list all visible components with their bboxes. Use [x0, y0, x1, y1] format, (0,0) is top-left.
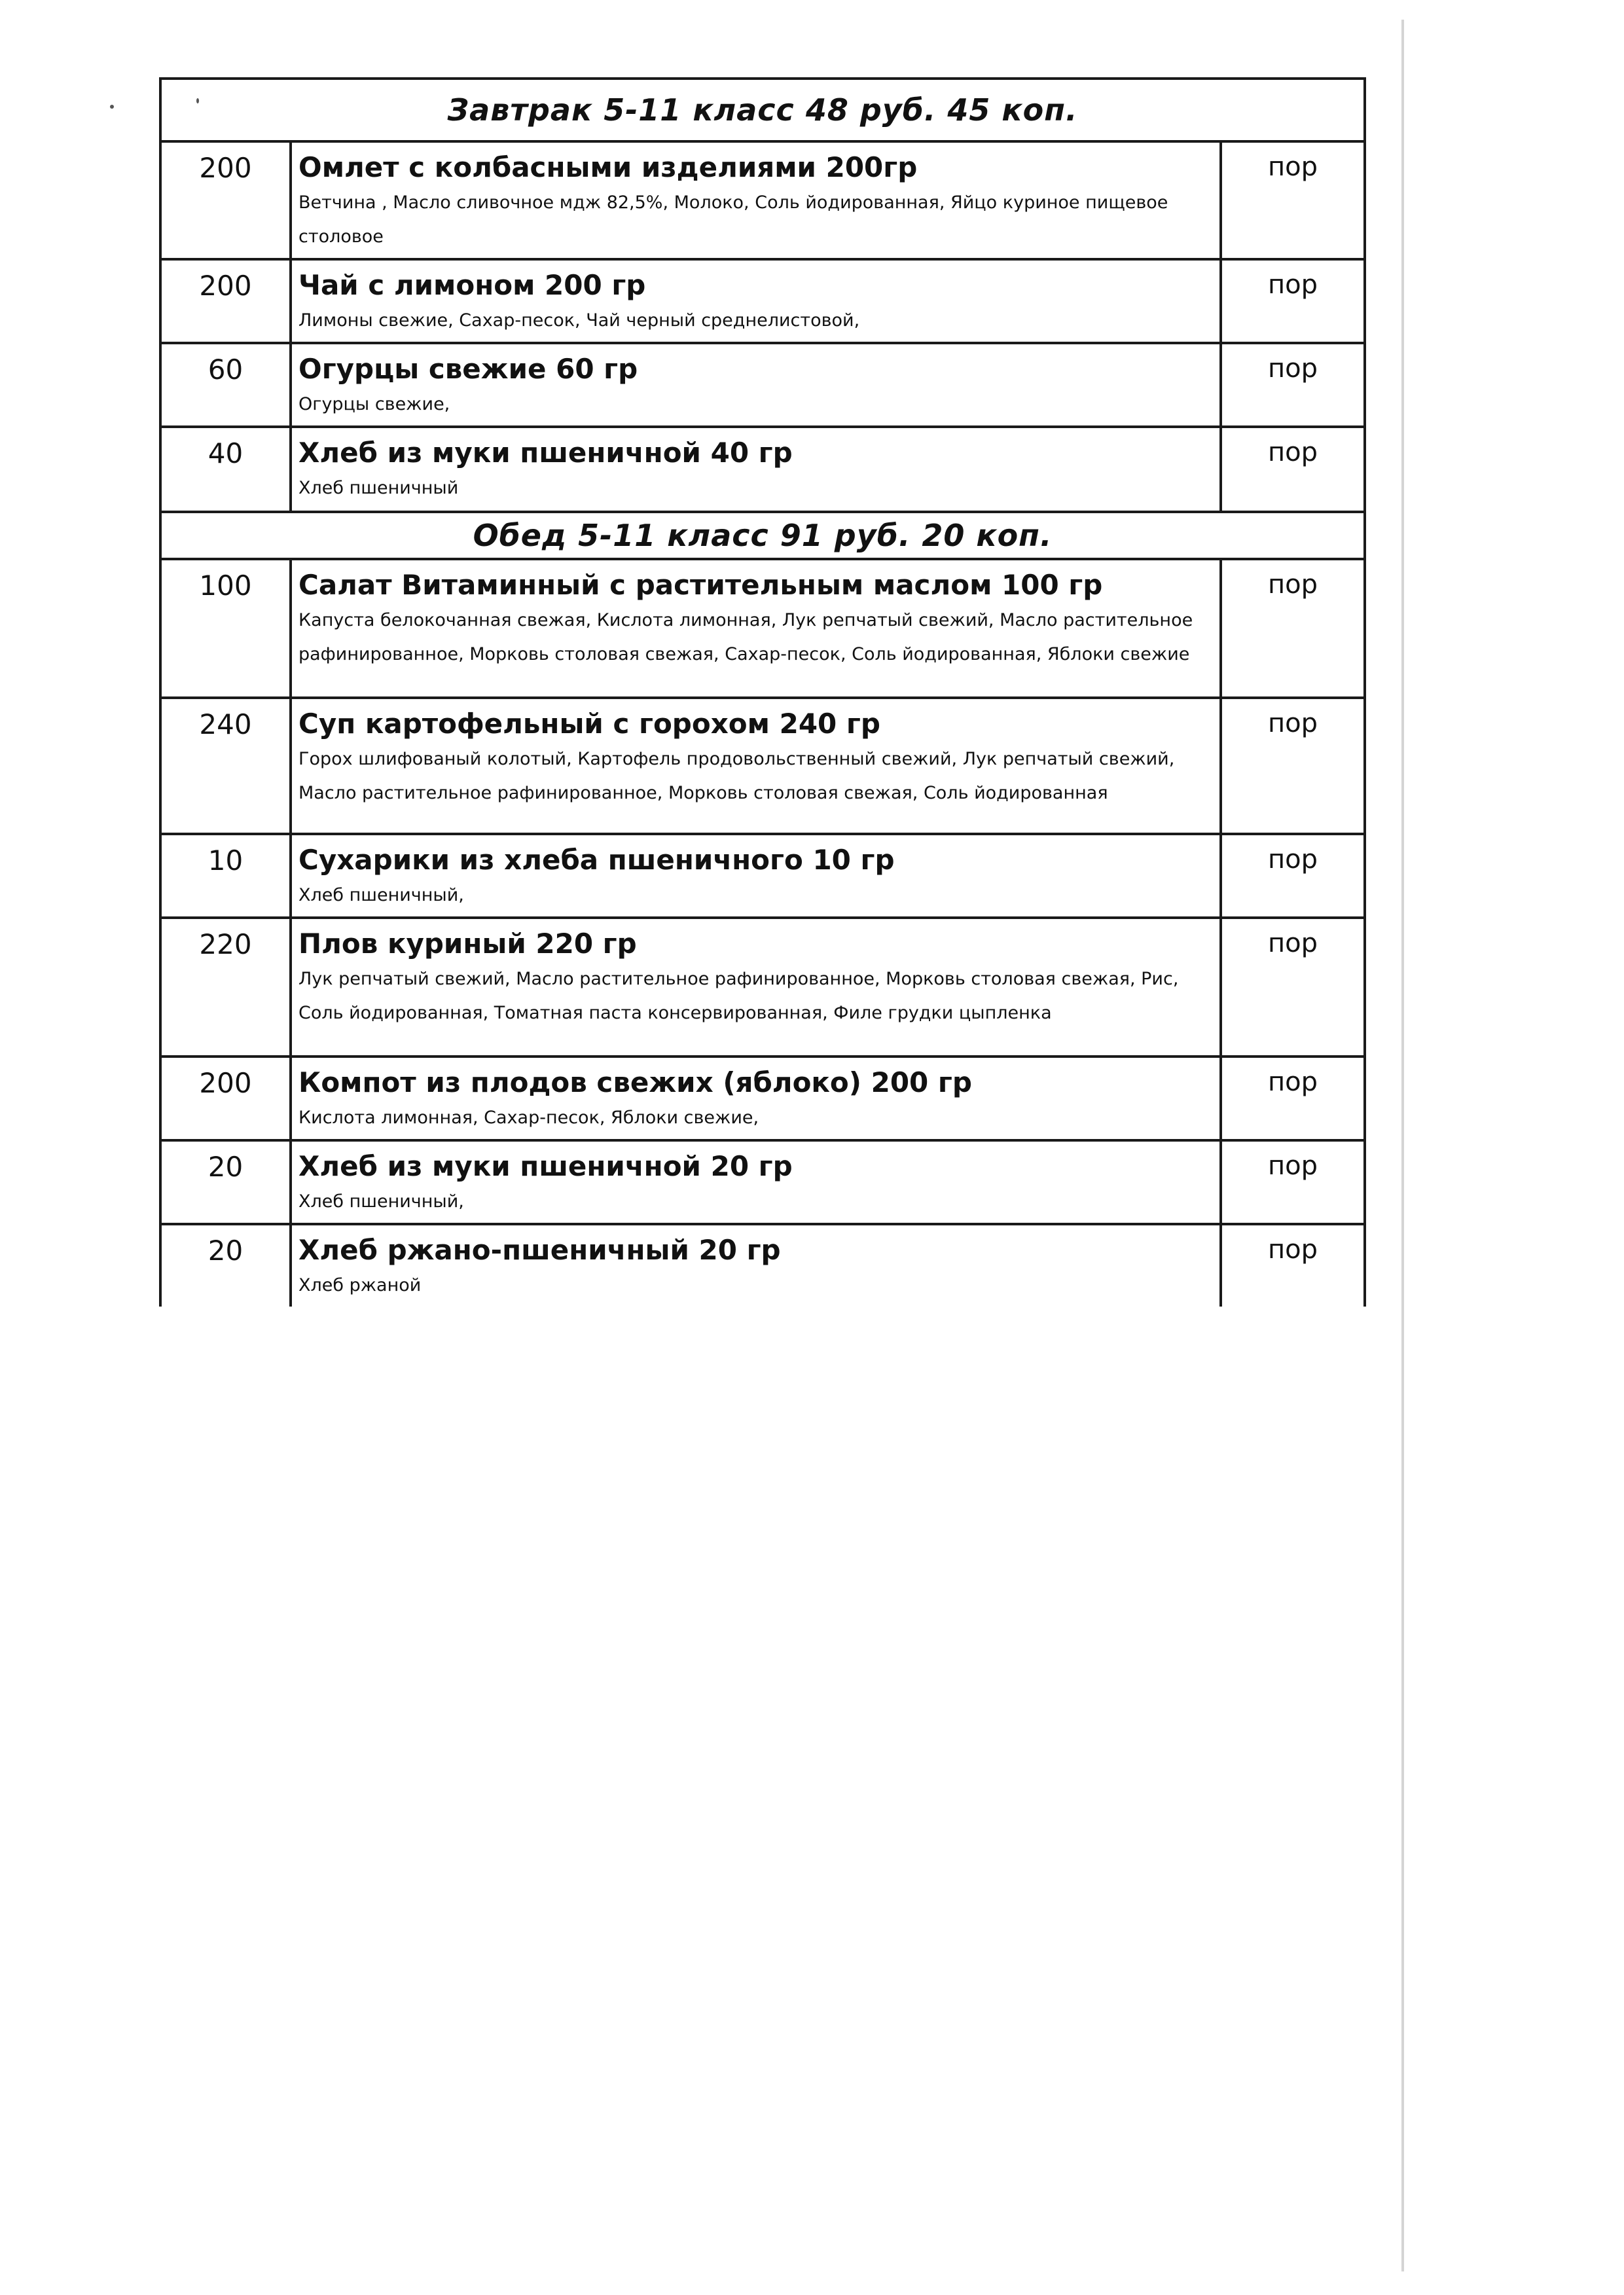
item-ingredients: Хлеб пшеничный	[298, 478, 459, 498]
item-ingredients: Горох шлифованый колотый, Картофель продовольственный свежий, Лук репчатый свежий, Масло растительное рафинированное, Морковь столовая свежая, Соль йодированная	[298, 749, 1175, 803]
menu-item-row	[160, 918, 1365, 1057]
item-weight: 10	[160, 834, 291, 918]
item-weight: 200	[160, 259, 291, 343]
item-ingredients: Капуста белокочанная свежая, Кислота лимонная, Лук репчатый свежий, Масло растительное рафинированное, Морковь столовая свежая, Сахар-песок, Соль йодированная, Яблоки свежие	[298, 610, 1193, 664]
menu-item-row	[160, 427, 1365, 512]
scan-page-edge	[1401, 20, 1404, 2271]
scan-speck	[110, 105, 114, 109]
section-header-cell	[160, 512, 1365, 559]
item-unit: пор	[1221, 918, 1365, 1057]
item-ingredients: Хлеб пшеничный,	[298, 885, 464, 905]
item-name: Компот из плодов свежих (яблоко) 200 гр	[298, 1066, 972, 1098]
menu-item-row	[160, 1057, 1365, 1140]
menu-item-row	[160, 1224, 1365, 1307]
item-ingredients: Хлеб пшеничный,	[298, 1191, 464, 1212]
item-dish-cell	[291, 259, 1221, 343]
item-unit: пор	[1221, 559, 1365, 698]
section-title: Завтрак 5-11 класс 48 руб. 45 коп.	[447, 92, 1078, 128]
item-name: Суп картофельный с горохом 240 гр	[298, 708, 880, 740]
menu-item-row	[160, 1140, 1365, 1224]
item-ingredients: Лук репчатый свежий, Масло растительное рафинированное, Морковь столовая свежая, Рис, Соль йодированная, Томатная паста консервированная, Филе грудки цыпленка	[298, 969, 1179, 1023]
item-weight: 200	[160, 1057, 291, 1140]
item-dish-cell	[291, 1057, 1221, 1140]
item-ingredients: Огурцы свежие,	[298, 394, 450, 414]
item-unit: пор	[1221, 1224, 1365, 1307]
menu-item-row	[160, 259, 1365, 343]
item-unit: пор	[1221, 1057, 1365, 1140]
item-dish-cell	[291, 834, 1221, 918]
item-unit: пор	[1221, 834, 1365, 918]
item-name: Сухарики из хлеба пшеничного 10 гр	[298, 844, 895, 876]
menu-table	[159, 77, 1366, 1307]
item-weight: 40	[160, 427, 291, 512]
menu-item-row	[160, 141, 1365, 259]
item-unit: пор	[1221, 259, 1365, 343]
item-name: Омлет с колбасными изделиями 200гр	[298, 151, 918, 183]
section-title: Обед 5-11 класс 91 руб. 20 коп.	[473, 518, 1053, 553]
item-unit: пор	[1221, 1140, 1365, 1224]
item-dish-cell	[291, 559, 1221, 698]
item-name: Плов куриный 220 гр	[298, 928, 637, 960]
item-ingredients: Кислота лимонная, Сахар-песок, Яблоки свежие,	[298, 1108, 759, 1128]
section-header-lunch	[160, 512, 1365, 559]
item-unit: пор	[1221, 343, 1365, 427]
item-name: Хлеб из муки пшеничной 20 гр	[298, 1150, 793, 1182]
section-header-cell	[160, 79, 1365, 141]
item-dish-cell	[291, 427, 1221, 512]
item-dish-cell	[291, 1140, 1221, 1224]
item-unit: пор	[1221, 698, 1365, 834]
menu-item-row	[160, 698, 1365, 834]
menu-item-row	[160, 559, 1365, 698]
item-dish-cell	[291, 698, 1221, 834]
item-ingredients: Лимоны свежие, Сахар-песок, Чай черный среднелистовой,	[298, 310, 860, 331]
item-unit: пор	[1221, 141, 1365, 259]
item-name: Хлеб ржано-пшеничный 20 гр	[298, 1234, 781, 1266]
menu-item-row	[160, 343, 1365, 427]
item-weight: 60	[160, 343, 291, 427]
item-weight: 200	[160, 141, 291, 259]
item-name: Хлеб из муки пшеничной 40 гр	[298, 437, 793, 469]
item-name: Огурцы свежие 60 гр	[298, 353, 638, 385]
item-weight: 220	[160, 918, 291, 1057]
item-weight: 240	[160, 698, 291, 834]
item-ingredients: Ветчина , Масло сливочное мдж 82,5%, Молоко, Соль йодированная, Яйцо куриное пищевое столовое	[298, 192, 1168, 247]
item-dish-cell	[291, 1224, 1221, 1307]
item-name: Чай с лимоном 200 гр	[298, 269, 646, 301]
menu-item-row	[160, 834, 1365, 918]
section-header-breakfast	[160, 79, 1365, 141]
item-unit: пор	[1221, 427, 1365, 512]
item-ingredients: Хлеб ржаной	[298, 1275, 422, 1295]
item-dish-cell	[291, 141, 1221, 259]
item-dish-cell	[291, 343, 1221, 427]
item-dish-cell	[291, 918, 1221, 1057]
item-weight: 20	[160, 1140, 291, 1224]
item-weight: 100	[160, 559, 291, 698]
item-weight: 20	[160, 1224, 291, 1307]
item-name: Салат Витаминный с растительным маслом 100 гр	[298, 569, 1103, 601]
